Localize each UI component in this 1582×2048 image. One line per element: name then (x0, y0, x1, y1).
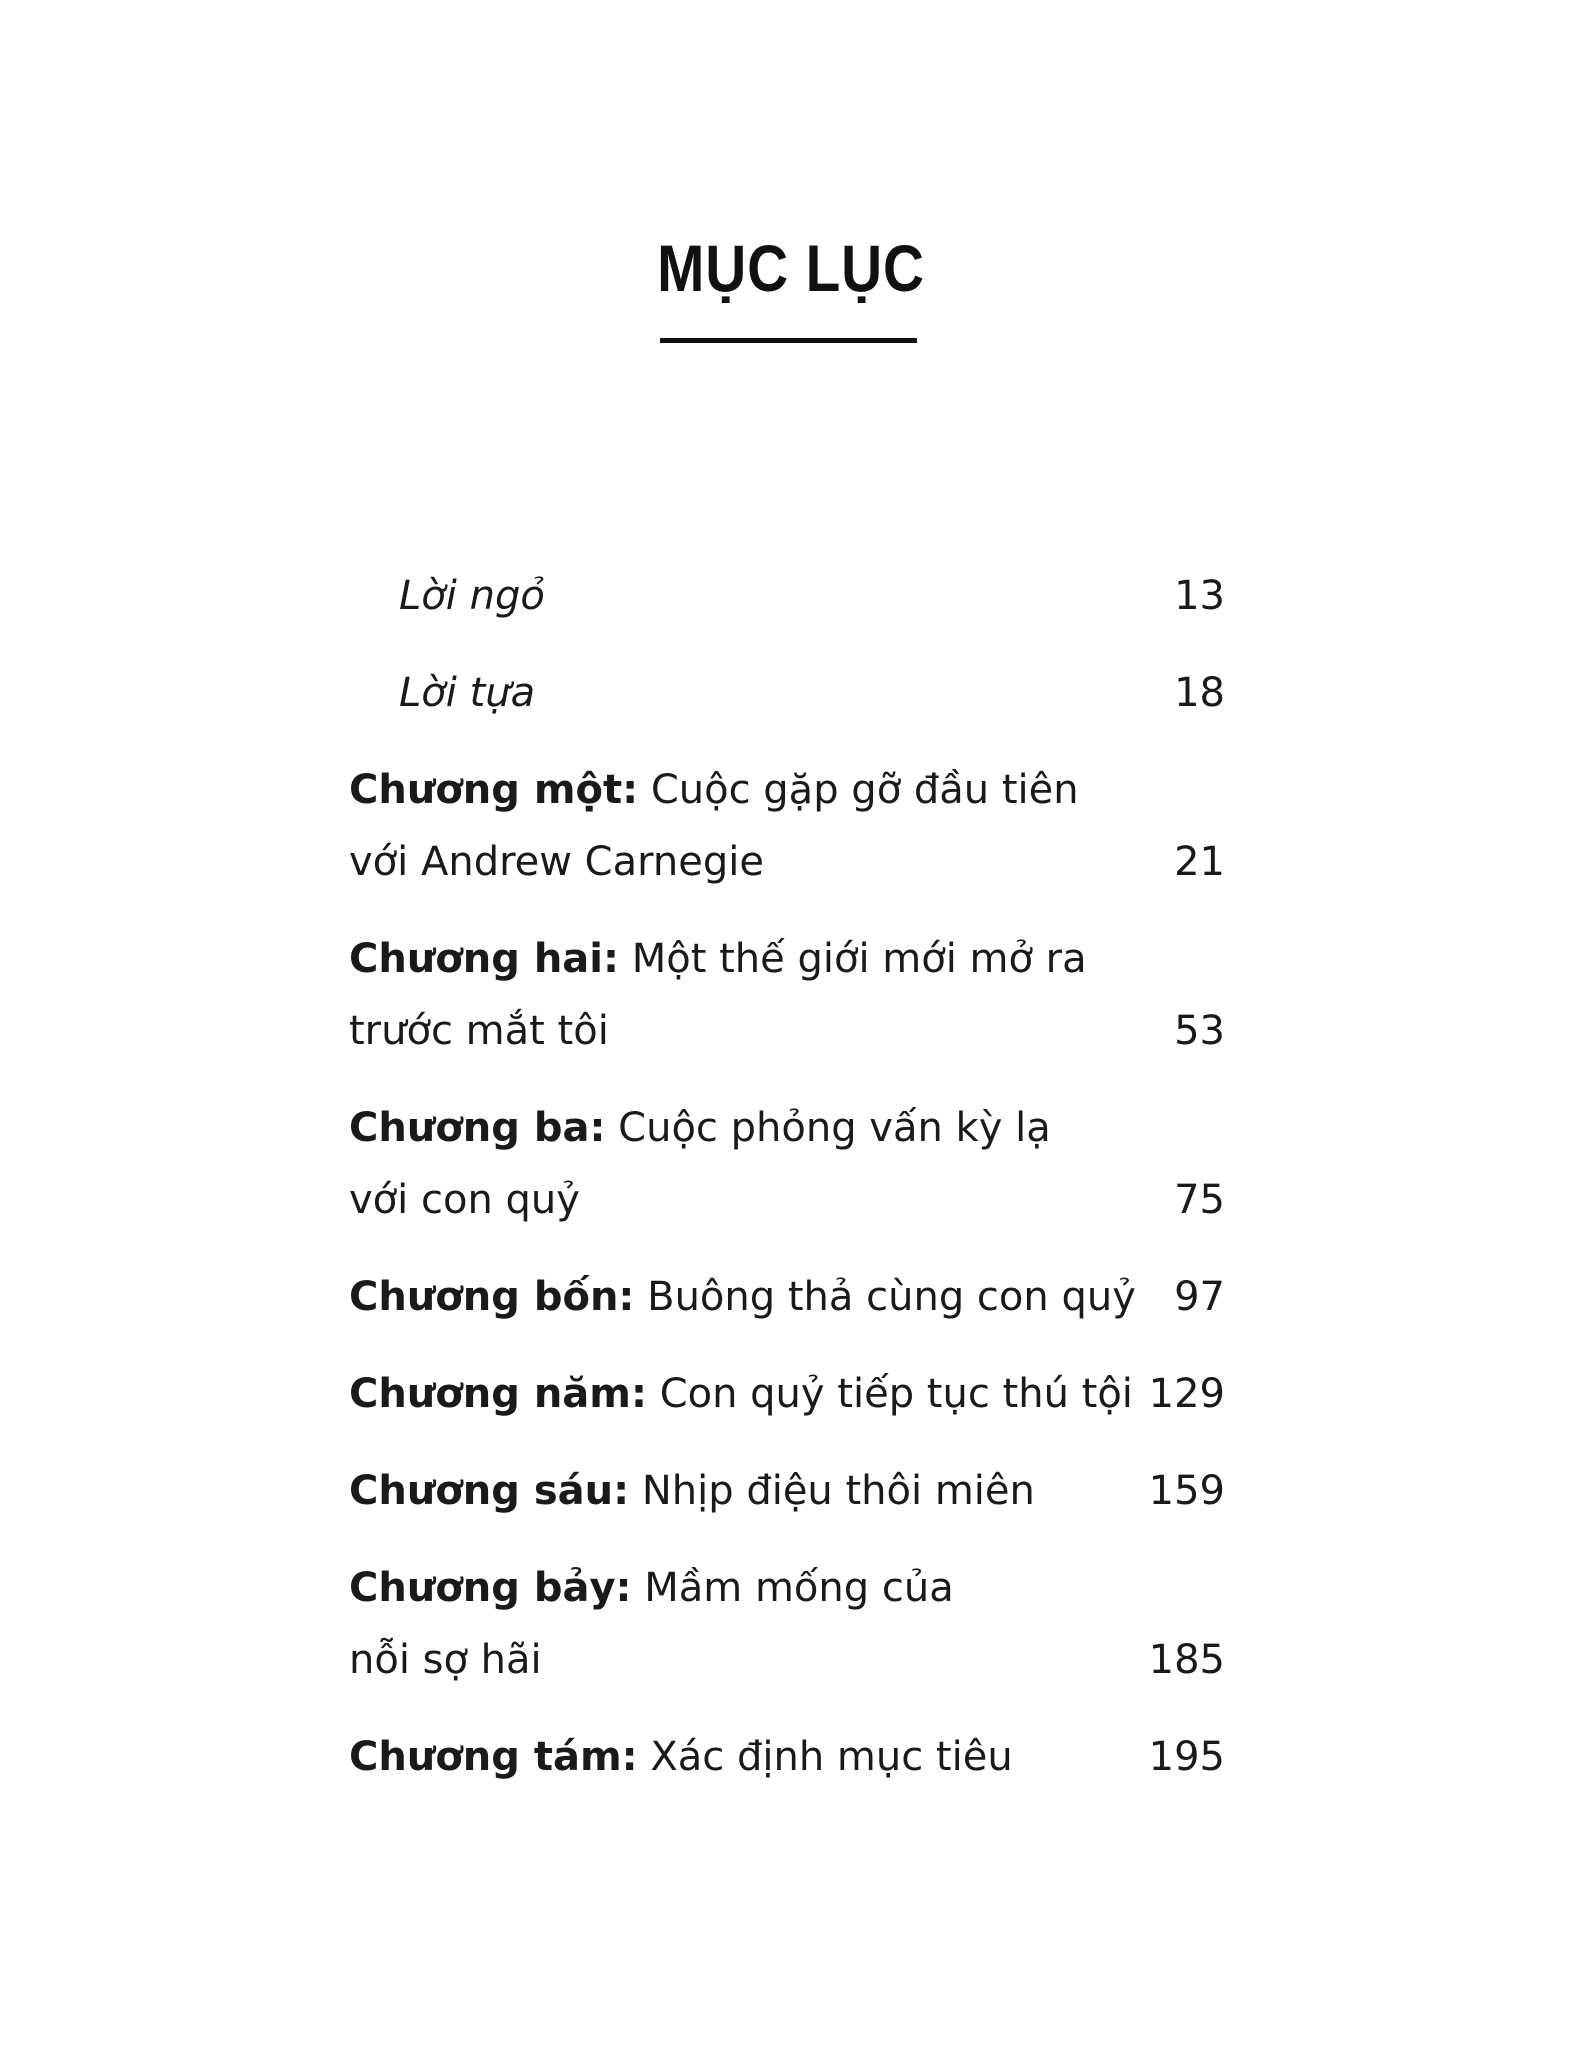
chapter-label: Chương hai: (349, 936, 619, 982)
chapter-title-continued: với Andrew Carnegie (349, 839, 764, 885)
chapter-title: Cuộc phỏng vấn kỳ lạ (618, 1105, 1051, 1151)
chapter-label: Chương bốn: (349, 1274, 635, 1320)
chapter-title: Mầm mống của (644, 1565, 954, 1611)
toc-page-number: 21 (1174, 839, 1225, 885)
toc-entry-chapter-7[interactable] (349, 1552, 1225, 1696)
chapter-title: Buông thả cùng con quỷ (647, 1274, 1136, 1320)
chapter-title-continued: nỗi sợ hãi (349, 1637, 542, 1683)
toc-entry-loi-tua[interactable] (349, 657, 1225, 729)
toc-entry-chapter-5[interactable] (349, 1358, 1225, 1430)
chapter-label: Chương sáu: (349, 1468, 630, 1514)
title-underline (660, 338, 917, 343)
chapter-title: Cuộc gặp gỡ đầu tiên (650, 767, 1079, 813)
toc-page-number: 195 (1148, 1734, 1225, 1780)
toc-entry-label: Lời ngỏ (399, 573, 545, 619)
chapter-label: Chương ba: (349, 1105, 606, 1151)
toc-entry-chapter-4[interactable] (349, 1261, 1225, 1333)
toc-page-number: 75 (1174, 1177, 1225, 1223)
chapter-title: Xác định mục tiêu (650, 1734, 1013, 1780)
toc-page-number: 97 (1174, 1274, 1225, 1320)
toc-page-number: 13 (1174, 573, 1225, 619)
toc-page-number: 159 (1148, 1468, 1225, 1514)
chapter-label: Chương tám: (349, 1734, 638, 1780)
toc-entry-loi-ngo[interactable] (349, 560, 1225, 632)
chapter-label: Chương năm: (349, 1371, 647, 1417)
toc-entry-chapter-2[interactable] (349, 923, 1225, 1067)
toc-page-number: 53 (1174, 1008, 1225, 1054)
chapter-label: Chương bảy: (349, 1565, 632, 1611)
chapter-title: Một thế giới mới mở ra (631, 936, 1087, 982)
toc-entry-chapter-3[interactable] (349, 1092, 1225, 1236)
chapter-title-continued: với con quỷ (349, 1177, 580, 1223)
toc-entry-chapter-8[interactable] (349, 1721, 1225, 1793)
chapter-title: Con quỷ tiếp tục thú tội (659, 1371, 1133, 1417)
toc-entry-chapter-6[interactable] (349, 1455, 1225, 1527)
page-title: MỤC LỤC (657, 231, 925, 305)
toc-entry-chapter-1[interactable] (349, 754, 1225, 898)
toc-page-number: 185 (1148, 1637, 1225, 1683)
chapter-title: Nhịp điệu thôi miên (641, 1468, 1035, 1514)
chapter-label: Chương một: (349, 767, 639, 813)
toc-page-number: 18 (1174, 670, 1225, 716)
toc-page-number: 129 (1148, 1371, 1225, 1417)
toc-entry-label: Lời tựa (399, 670, 536, 716)
chapter-title-continued: trước mắt tôi (349, 1008, 609, 1054)
